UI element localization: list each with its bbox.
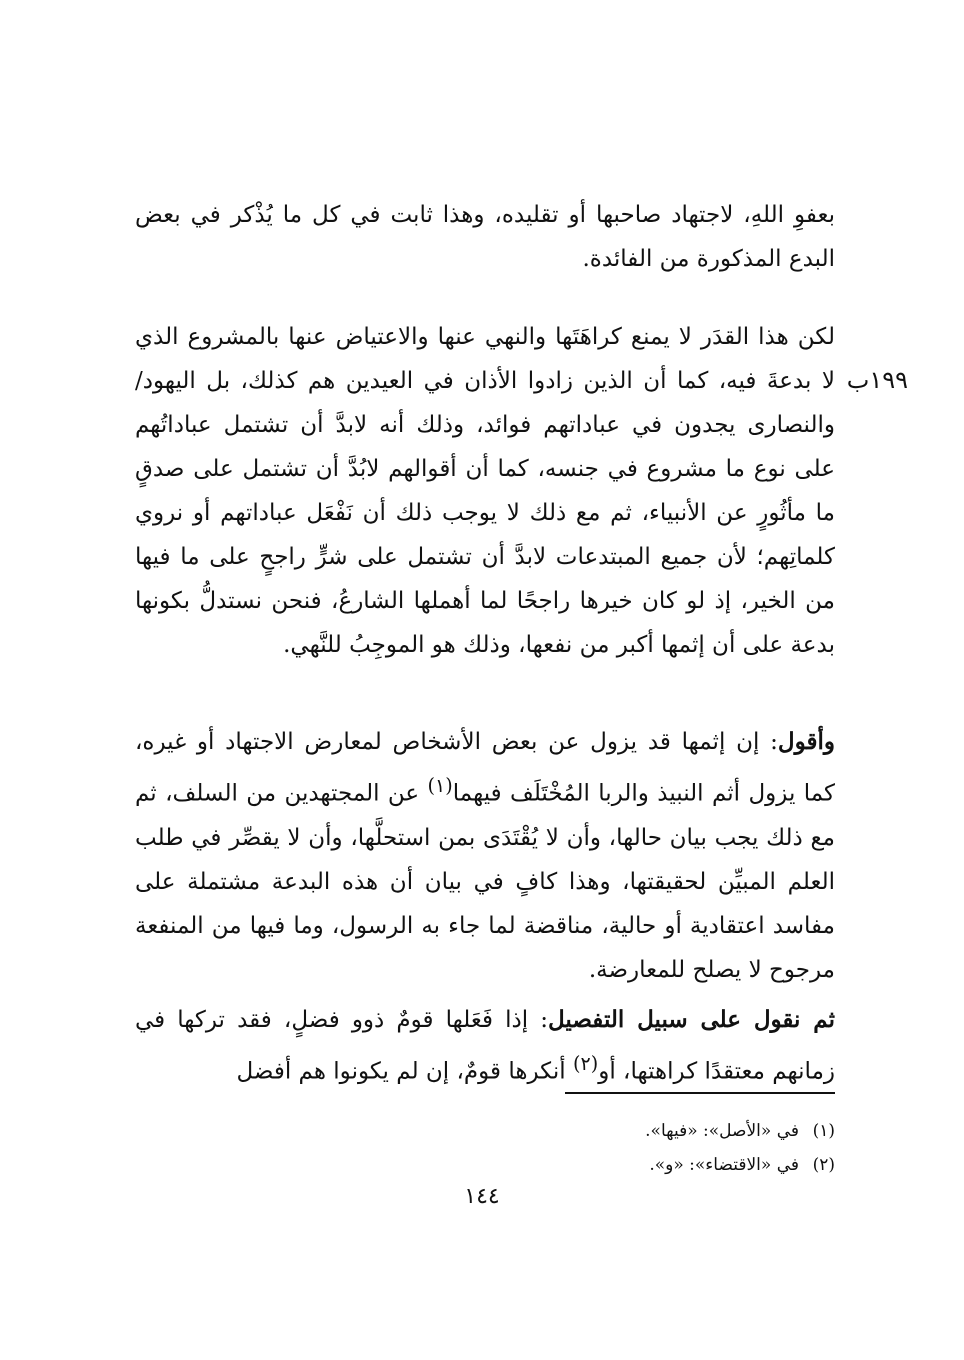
paragraph-3 [135,720,835,992]
footnote-2 [400,1148,835,1182]
paragraph-2: لكن هذا القدَر لا يمنع كراهَتَها والنهي عنها والاعتياض عنها بالمشروع الذي لا بدعةَ فيه، كما أن الذين زادوا الأذان في العيدين هم كذلك، بل اليهود/ والنصارى يجدون في عباداتهم فوائد، وذلك أنه لابدَّ أن تشتمل عباداتُهم على نوع ما مشروع في جنسه، كما أن أقوالهم لابُدَّ أن تشتمل على صدقٍ ما مأثُورٍ عن الأنبياء، ثم مع ذلك لا يوجب ذلك أن نَفْعَل عباداتهم أو نروي كلماتِهم؛ لأن جميع المبتدعات لابدَّ أن تشتمل على شرٍّ راجحٍ على ما فيها من الخير، إذ لو كان خيرها راجحًا لما أهملها الشارعُ، فنحن نستدلُّ بكونها بدعة على أن إثمها أكبر من نفعها، وذلك هو الموجِبُ للنَّهي. [135,324,835,658]
manuscript-folio-marker: ١٩٩ب [846,366,908,394]
paragraph-4-text-b: أنكرها قومٌ، إن لم يكونوا هم أفضل [236,1058,573,1085]
footnote-1 [400,1114,835,1148]
footnote-1-number: (١) [812,1121,835,1141]
footnote-1-text: في «الأصل»: «فيها». [645,1121,799,1141]
footnote-divider [565,1092,835,1094]
footnote-2-text: في «الاقتضاء»: «و». [649,1155,799,1175]
footnote-ref-2: (٢) [572,1052,599,1075]
footnotes [400,1114,835,1182]
paragraph-3-text-a: : إن إثمها قد يزول عن بعض الأشخاص لمعارض الاجتهاد أو غيره، كما يزول أثم النبيذ والربا المُخْتَلَف فيهما [135,729,835,807]
footnote-2-number: (٢) [812,1155,835,1175]
paragraph-4-lead: ثم نقول على سبيل التفصيل [548,1006,835,1033]
page-number: ١٤٤ [464,1184,500,1209]
paragraph-1: بعفوِ اللهِ، لاجتهاد صاحبها أو تقليده، وهذا ثابت في كل ما يُذْكر في بعض البدع المذكورة من الفائدة. [135,202,835,272]
paragraph-3-text-b: عن المجتهدين من السلف، ثم مع ذلك يجب بيان حالها، وأن لا يُقْتَدَى بمن استحلَّها، وأن لا يقصِّر في طلب العلم المبيِّن لحقيقتها، وهذا كافٍ في بيان أن هذه البدعة مشتملة على مفاسد اعتقادية أو حالية، مناقضة لما جاء به الرسول، وما فيها من المنفعة مرجوح لا يصلح للمعارضة. [135,780,835,983]
paragraph-4 [135,998,835,1094]
paragraph-4-text-a: : إذا فَعَلها قومٌ ذوو فضلٍ، فقد تركها في زمانهم معتقدًا كراهتها، أو [135,1007,835,1085]
footnote-ref-1: (١) [427,774,453,797]
paragraph-3-lead: وأقول [777,728,835,755]
